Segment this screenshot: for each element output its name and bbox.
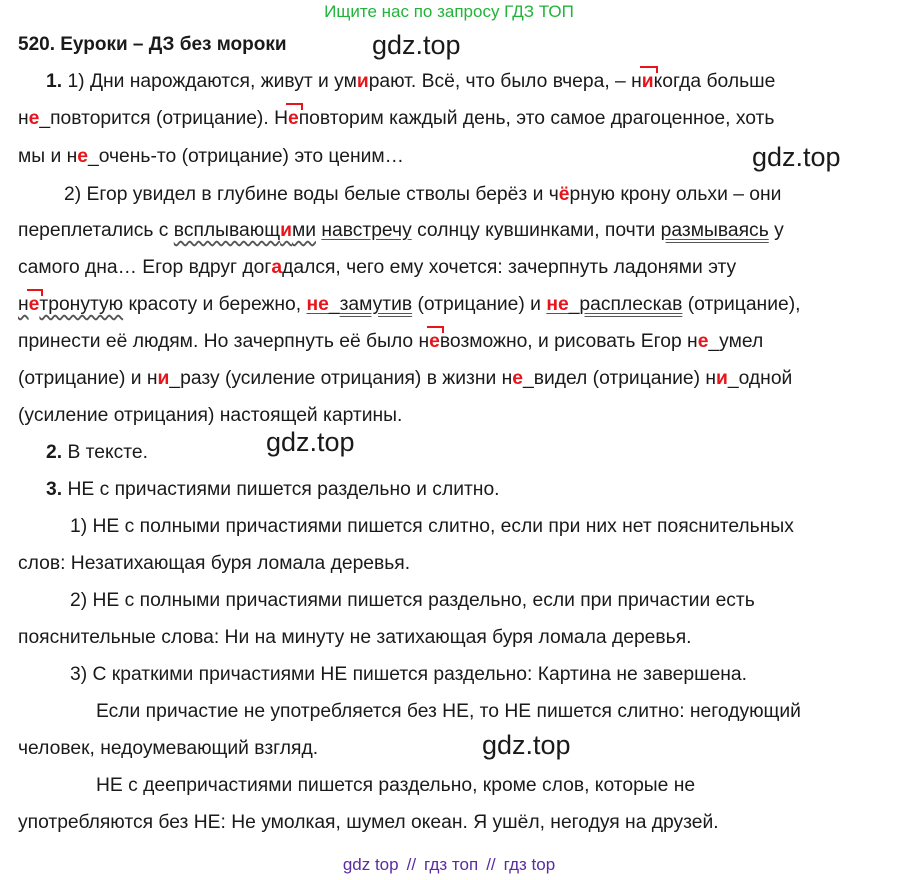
watermark: gdz.top — [752, 142, 841, 172]
rule-2-line-1: 2) НЕ с полными причастиями пишется раздельно, если при причастии есть — [70, 590, 755, 611]
watermark: gdz.top — [372, 30, 461, 60]
p2-line-4: нетронутую красоту и бережно, не_замутив (отрицание) и не_расплескав (отрицание), — [18, 294, 801, 315]
footer-link-gdz-top-ru[interactable]: гдз топ — [424, 855, 479, 874]
p2-line-2: переплетались с всплывающими навстречу солнцу кувшинками, почти размываясь у — [18, 220, 784, 241]
rule-1-line-1: 1) НЕ с полными причастиями пишется слитно, если при них нет пояснительных — [70, 516, 794, 537]
p1-line-1: 1. 1) Дни нарождаются, живут и умирают. Всё, что было вчера, – никогда больше — [46, 71, 776, 92]
footer-links — [0, 855, 898, 875]
rule-5-line-2: употребляются без НЕ: Не умолкая, шумел океан. Я ушёл, негодуя на друзей. — [18, 812, 719, 833]
p1-line-2: не_повторится (отрицание). Неповторим каждый день, это самое драгоценное, хоть — [18, 108, 775, 129]
rule-1-line-2: слов: Незатихающая буря ломала деревья. — [18, 553, 411, 574]
rule-5-line-1: НЕ с деепричастиями пишется раздельно, кроме слов, которые не — [96, 775, 696, 796]
rule-4-line-1: Если причастие не употребляется без НЕ, то НЕ пишется слитно: негодующий — [96, 701, 801, 722]
item-2: 2. В тексте. — [46, 442, 148, 463]
p2-line-3: самого дна… Егор вдруг догадался, чего ему хочется: зачерпнуть ладонями эту — [18, 257, 737, 278]
footer-separator: // — [406, 855, 417, 874]
page-heading: 520. Еуроки – ДЗ без мороки — [18, 34, 287, 55]
p2-line-6: (отрицание) и ни_разу (усиление отрицания) в жизни не_видел (отрицание) ни_одной — [18, 368, 793, 389]
item-3: 3. НЕ с причастиями пишется раздельно и слитно. — [46, 479, 500, 500]
footer-link-gdz-top-mixed[interactable]: гдз top — [503, 855, 556, 874]
p1-line-3: мы и не_очень-то (отрицание) это ценим… — [18, 146, 404, 167]
p2-line-1: 2) Егор увидел в глубине воды белые стволы берёз и чёрную крону ольхи – они — [64, 184, 782, 205]
watermark: gdz.top — [482, 730, 571, 760]
p2-line-7: (усиление отрицания) настоящей картины. — [18, 405, 403, 426]
watermark: gdz.top — [266, 427, 355, 457]
rule-3: 3) С краткими причастиями НЕ пишется раздельно: Картина не завершена. — [70, 664, 748, 685]
p2-line-5: принести её людям. Но зачерпнуть её было невозможно, и рисовать Егор не_умел — [18, 331, 764, 352]
footer-separator: // — [486, 855, 496, 874]
rule-4-line-2: человек, недоумевающий взгляд. — [18, 738, 319, 759]
top-banner[interactable]: Ищите нас по запросу ГДЗ ТОП — [324, 2, 574, 21]
footer-link-gdz-top[interactable]: gdz top — [342, 855, 399, 874]
rule-2-line-2: пояснительные слова: Ни на минуту не затихающая буря ломала деревья. — [18, 627, 692, 648]
